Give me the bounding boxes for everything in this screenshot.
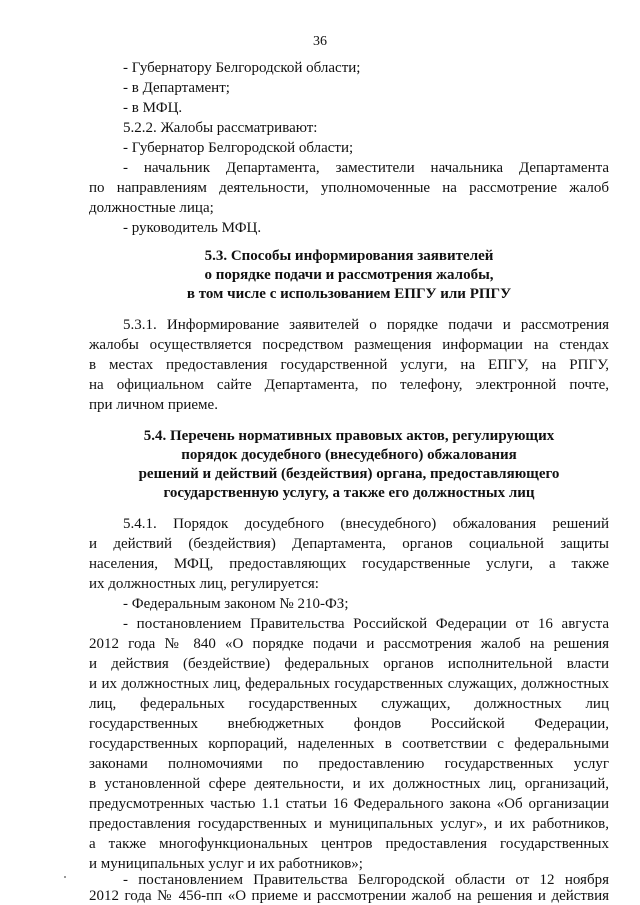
- paragraph-line: жалобы осуществляется посредством размещения информации на стендах: [89, 337, 609, 353]
- paragraph-line: 2012 года № 840 «О порядке подачи и рассмотрения жалоб на решения: [89, 636, 609, 652]
- paragraph-line: в местах предоставления государственной услуги, на ЕПГУ, на РПГУ,: [89, 357, 609, 373]
- list-item: - постановлением Правительства Белгородской области от 12 ноября: [123, 872, 609, 888]
- page-number: 36: [313, 34, 327, 49]
- paragraph-line: их должностных лиц, регулируется:: [89, 576, 319, 592]
- paragraph-line: законами полномочиями по предоставлению государственных услуг: [89, 756, 609, 772]
- paragraph-line: 5.2.2. Жалобы рассматривают:: [123, 120, 318, 136]
- paragraph-line: по направлениям деятельности, уполномоченные на рассмотрение жалоб: [89, 180, 609, 196]
- paragraph-line: лиц, федеральных государственных служащих, должностных лиц: [89, 696, 609, 712]
- section-heading: о порядке подачи и рассмотрения жалобы,: [204, 267, 494, 283]
- paragraph-line: предусмотренных частью 1.1 статьи 16 Федерального закона «Об организации: [89, 796, 609, 812]
- paragraph-line: должностные лица;: [89, 200, 214, 216]
- paragraph-line: и действий (бездействия) Департамента, органов социальной защиты: [89, 536, 609, 552]
- paragraph-line: государственных корпораций, наделенных в соответствии с федеральными: [89, 736, 609, 752]
- paragraph-line: и муниципальных услуг и их работников»;: [89, 856, 363, 872]
- section-heading: решений и действий (бездействия) органа, предоставляющего: [138, 466, 560, 482]
- list-item: - начальник Департамента, заместители начальника Департамента: [123, 160, 609, 176]
- list-item: - Губернатор Белгородской области;: [123, 140, 354, 156]
- scan-speck: [64, 876, 66, 878]
- paragraph-line: предоставления государственных и муниципальных услуг», и их работников,: [89, 816, 609, 832]
- paragraph-line: и действия (бездействие) федеральных органов исполнительной власти: [89, 656, 609, 672]
- section-heading: порядок досудебного (внесудебного) обжалования: [181, 447, 517, 463]
- section-heading: в том числе с использованием ЕПГУ или РПГУ: [186, 286, 512, 302]
- section-heading: государственную услугу, а также его должностных лиц: [163, 485, 535, 501]
- list-item: - в Департамент;: [123, 80, 230, 96]
- list-item: - постановлением Правительства Российской Федерации от 16 августа: [123, 616, 609, 632]
- paragraph-line: при личном приеме.: [89, 397, 218, 413]
- paragraph-line: на официальном сайте Департамента, по телефону, электронной почте,: [89, 377, 609, 393]
- paragraph-line: а также многофункциональных центров предоставления государственных: [89, 836, 609, 852]
- paragraph-line: государственных внебюджетных фондов Российской Федерации,: [89, 716, 609, 732]
- paragraph-line: 5.3.1. Информирование заявителей о порядке подачи и рассмотрения: [123, 317, 609, 333]
- paragraph-line: в установленной сфере деятельности, и их должностных лиц, организаций,: [89, 776, 609, 792]
- list-item: - Губернатору Белгородской области;: [123, 60, 361, 76]
- list-item: - в МФЦ.: [123, 100, 183, 116]
- paragraph-line: 5.4.1. Порядок досудебного (внесудебного) обжалования решений: [123, 516, 609, 532]
- paragraph-line: 2012 года № 456-пп «О приеме и рассмотрении жалоб на решения и действия: [89, 888, 609, 904]
- paragraph-line: населения, МФЦ, предоставляющих государственные услуги, а также: [89, 556, 609, 572]
- list-item: - руководитель МФЦ.: [123, 220, 262, 236]
- section-heading: 5.3. Способы информирования заявителей: [204, 248, 494, 264]
- list-item: - Федеральным законом № 210-ФЗ;: [123, 596, 349, 612]
- section-heading: 5.4. Перечень нормативных правовых актов, регулирующих: [143, 428, 555, 444]
- paragraph-line: и их должностных лиц, федеральных государственных служащих, должностных: [89, 676, 609, 692]
